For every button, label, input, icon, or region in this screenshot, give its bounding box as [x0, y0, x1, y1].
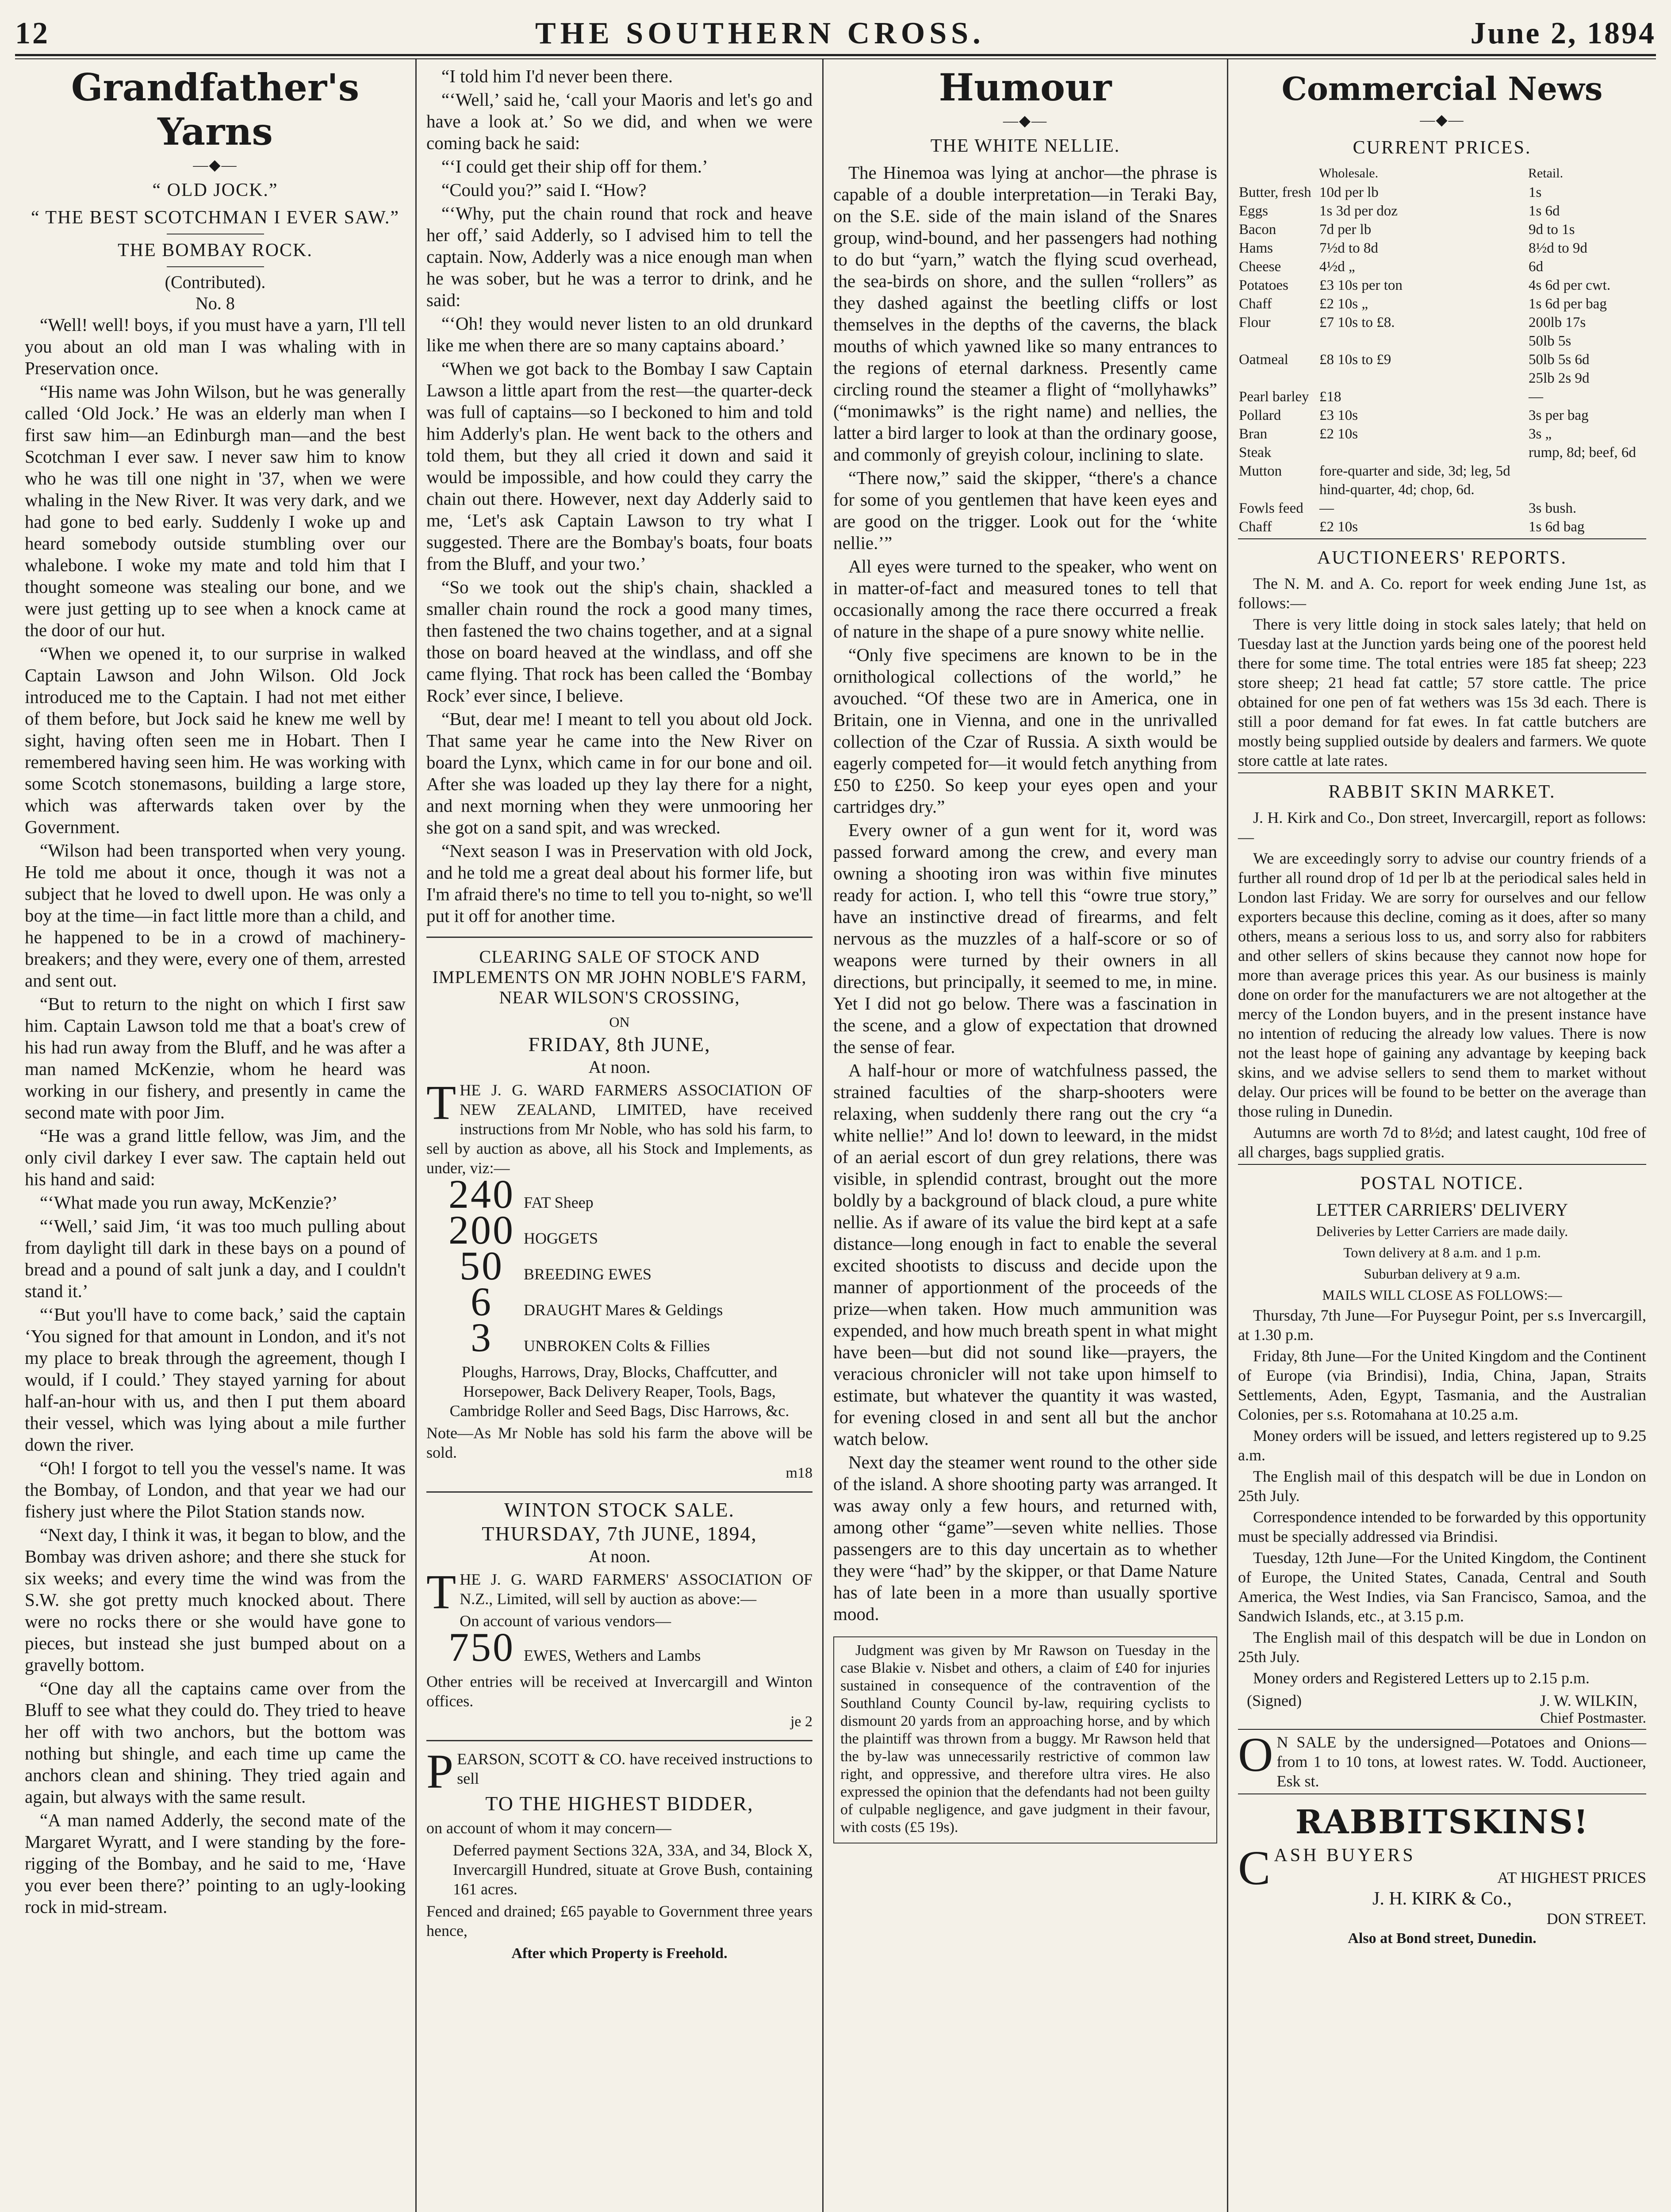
auctioneers-intro: The N. M. and A. Co. report for week ending June 1st, as follows:—: [1238, 575, 1646, 612]
price-wholesale: £2 10s: [1319, 519, 1358, 535]
price-wholesale: 7½d to 8d: [1319, 240, 1378, 256]
price-item: Chaff: [1239, 296, 1272, 312]
masthead-rule: [15, 54, 1656, 56]
price-row: [1238, 518, 1646, 536]
stock-line: [440, 1624, 813, 1670]
price-wholesale: 7d per lb: [1319, 222, 1372, 238]
price-item: Steak: [1239, 445, 1272, 461]
story-subtitle: THE BOMBAY ROCK.: [118, 240, 313, 261]
story-paragraph: “Wilson had been transported when very young. He told me about it once, though it was not a subject that he loved to dwell upon. He was only a boy at the time—in fact little more than a child, and he happened to be in a crowd of machinery-breakers; and they were, every one of them, arrested and sent out.: [25, 840, 406, 991]
price-item: Hams: [1239, 240, 1273, 256]
postal-paragraph: The English mail of this despatch will be due in London on 25th July.: [1238, 1467, 1646, 1505]
article-title: THE WHITE NELLIE.: [930, 136, 1120, 156]
stock-line: [440, 1279, 813, 1324]
advert-body-text: HE J. G. WARD FARMERS ASSOCIATION OF NEW ZEALAND, LIMITED, have received instructions from Mr Noble, who has sold his farm, to sell by auction as above, all his Stock and Implements, as under, viz:—: [426, 1081, 813, 1177]
price-row: [1238, 443, 1646, 462]
price-row: [1238, 425, 1646, 443]
story-paragraph: “‘Well,’ said Jim, ‘it was too much pulling about from daylight till dark in these bays on a pound of bread and a pound of salt junk a day, and I couldn't stand it.’: [25, 1216, 406, 1301]
price-retail: 1s 6d per bag: [1528, 296, 1607, 312]
advert-body: [426, 1075, 813, 1178]
story-title: “ OLD JOCK.”: [152, 180, 278, 200]
price-row: [1238, 202, 1646, 220]
price-retail: —: [1528, 389, 1543, 405]
story-paragraph: “‘Why, put the chain round that rock and heave her off,’ said Adderly, so I advised him to tell the captain. Now, Adderly was a nice enough man when he was sober, but he was a terror to drink, and he said:: [426, 203, 813, 310]
highest-prices: AT HIGHEST PRICES: [1497, 1869, 1646, 1886]
implements-list: Ploughs, Harrows, Dray, Blocks, Chaffcutter, and Horsepower, Back Delivery Reaper, Tools, Bags, Cambridge Roller and Seed Bags, Disc Harrows, &c.: [449, 1363, 790, 1420]
advert-bidder: TO THE HIGHEST BIDDER,: [485, 1792, 754, 1815]
price-item: Mutton: [1239, 463, 1282, 479]
price-item: Pearl barley: [1239, 389, 1309, 405]
rabbitskins-headline: RABBITSKINS!: [1295, 1803, 1589, 1841]
price-wholesale: £2 10s: [1319, 426, 1358, 442]
price-item: [1238, 369, 1318, 388]
price-item: Bacon: [1239, 222, 1276, 238]
price-wholesale: £7 10s to £8.: [1319, 315, 1395, 330]
price-retail: 200lb 17s: [1528, 315, 1586, 330]
price-rows: [1238, 183, 1646, 536]
advert-body-text: HE J. G. WARD FARMERS' ASSOCIATION OF N.Z., Limited, will sell by auction as above:—: [460, 1571, 813, 1608]
price-item: Fowls feed: [1239, 500, 1303, 516]
story-paragraph: “‘I could get their ship off for them.’: [441, 156, 708, 177]
stock-count: 200: [448, 1207, 515, 1252]
stock-count: 3: [471, 1315, 493, 1360]
price-retail: [1528, 462, 1646, 480]
judgment-text: Judgment was given by Mr Rawson on Tuesday in the case Blakie v. Nisbet and others, a claim of £40 for injuries sustained in consequence of the contravention of the Southland County Council by-law, requiring cyclists to dismount 20 yards from an approaching horse, and by which the plaintiff was thrown from a buggy. Mr Rawson held that the by-law was unnecessarily restrictive of common law right, and oppressive, and therefore ultra vires. He also expressed the opinion that the defendants had not been guilty of culpable negligence, and gave judgment in their favour, with costs (£5 19s).: [840, 1642, 1210, 1836]
price-wholesale: —: [1319, 500, 1334, 516]
divider: [1238, 538, 1646, 539]
story-paragraph: “Could you?” said I. “How?: [441, 180, 647, 200]
price-wholesale: £18: [1319, 389, 1341, 405]
cash-buyers-text: ASH BUYERS: [1274, 1845, 1416, 1866]
postal-paragraph: Money orders will be issued, and letters registered up to 9.25 a.m.: [1238, 1427, 1646, 1464]
price-wholesale: hind-quarter, 4d; chop, 6d.: [1319, 482, 1475, 498]
price-retail: [1528, 480, 1646, 499]
story-paragraph: “But to return to the night on which I first saw him. Captain Lawson told me that a boat's crew of his had run away from the Bluff, and he was after a man named McKenzie, whom he heard was working in our fishery, and presently in came the second mate with poor Jim.: [25, 994, 406, 1122]
story-number: No. 8: [195, 293, 235, 313]
price-item: Oatmeal: [1239, 352, 1288, 368]
advert-ref: je 2: [790, 1713, 813, 1730]
ornament-divider: —◆—: [1420, 112, 1464, 128]
advert-body: [426, 1744, 813, 1798]
newspaper-title: THE SOUTHERN CROSS.: [535, 16, 985, 50]
stock-label: BREEDING EWES: [524, 1265, 652, 1283]
price-retail: 50lb 5s 6d: [1528, 352, 1590, 368]
divider: [167, 266, 264, 267]
wholesale-header: Wholesale.: [1319, 166, 1379, 180]
advert-time: At noon.: [588, 1057, 651, 1077]
price-row: [1238, 220, 1646, 239]
price-table: [1238, 164, 1646, 536]
stock-count: 6: [471, 1279, 493, 1324]
postal-paragraph: Correspondence intended to be forwarded by this opportunity must be specially addressed via Brindisi.: [1238, 1508, 1646, 1545]
advert-account: on account of whom it may concern—: [426, 1819, 671, 1837]
potatoes-advert: [1238, 1728, 1646, 1791]
price-retail: 6d: [1528, 259, 1543, 275]
postal-paragraph: Friday, 8th June—For the United Kingdom and the Continent of Europe (via Brindisi), India, China, Japan, Straits Settlements, Aden, Egypt, Tasmania, and the Australian Colonies, per s.s. Rotomahana at 10.25 a.m.: [1238, 1347, 1646, 1423]
stock-label: UNBROKEN Colts & Fillies: [524, 1337, 710, 1355]
rabbit-market-intro: J. H. Kirk and Co., Don street, Invercargill, report as follows:—: [1238, 809, 1646, 846]
pearson-scott-advert: [426, 1740, 813, 1964]
postal-paragraph: Thursday, 7th June—For Puysegur Point, per s.s Invercargill, at 1.30 p.m.: [1238, 1306, 1646, 1344]
issue-date: June 2, 1894: [1470, 16, 1656, 50]
section-heading: Grandfather's Yarns: [71, 65, 360, 154]
price-item: Flour: [1239, 315, 1271, 330]
price-row: [1238, 462, 1646, 480]
retail-header: Retail.: [1528, 166, 1564, 180]
rabbit-market-title: RABBIT SKIN MARKET.: [1328, 782, 1556, 802]
postmaster-name: J. W. WILKIN,: [1540, 1692, 1637, 1709]
price-wholesale: [1318, 443, 1528, 462]
stock-label: HOGGETS: [524, 1229, 598, 1247]
price-row: [1238, 350, 1646, 369]
divider: [1238, 772, 1646, 773]
ornament-divider: —◆—: [1003, 113, 1048, 129]
story-paragraph: “I told him I'd never been there.: [441, 66, 673, 86]
advert-ref: m18: [786, 1465, 813, 1481]
price-retail: 4s 6d per cwt.: [1528, 277, 1611, 293]
story-paragraph: “Next day, I think it was, it began to blow, and the Bombay was driven ashore; and there she stuck for six weeks; and every time the wind was from the S.W. she got pretty much knocked about. There were no rocks there or she would have gone to pieces, but instead she just bumped about on a gravelly bottom.: [25, 1525, 406, 1675]
potatoes-advert-text: N SALE by the undersigned—Potatoes and Onions—from 1 to 10 tons, at lowest rates. W. Todd. Auctioneer, Esk st.: [1276, 1733, 1646, 1790]
story-paragraph: “Next season I was in Preservation with old Jock, and he told me a great deal about his former life, but I'm afraid there's no time to tell you to-night, so we'll put it off for another time.: [426, 841, 813, 926]
drop-cap: P: [426, 1744, 454, 1798]
prices-title: CURRENT PRICES.: [1353, 138, 1532, 158]
advert-body: [426, 1565, 813, 1619]
drop-cap: C: [1238, 1841, 1271, 1895]
article-paragraph: The Hinemoa was lying at anchor—the phrase is capable of a double interpretation—in Teraki Bay, on the S.E. side of the main island of the Snares group, wind-bound, and her passengers had nothing to do but “yarn,” watch the flying scud overhead, the sea-birds on shore, and the sullen “rollers” as they dashed against the beetling cliffs or lost themselves in the depths of the caverns, the black mouths of which yawned like so many entrances to the regions of eternal darkness. Presently came circling round the steamer a flight of “mollyhawks” (“monimawks” is the right name) and nellies, the latter a bird larger to look at than the ordinary goose, and commonly of greyish colour, inclining to slate.: [833, 162, 1217, 465]
postal-signature: [1247, 1691, 1637, 1710]
stock-count: 50: [460, 1243, 504, 1288]
postal-notice-title: POSTAL NOTICE.: [1360, 1173, 1524, 1194]
price-retail: 3s per bag: [1528, 407, 1589, 423]
advert-time: At noon.: [588, 1546, 651, 1566]
price-wholesale: fore-quarter and side, 3d; leg, 5d: [1319, 463, 1510, 479]
advert-sections: Deferred payment Sections 32A, 33A, and 34, Block X, Invercargill Hundred, situate at Grove Bush, containing 161 acres.: [453, 1841, 813, 1898]
price-wholesale: [1318, 332, 1528, 350]
postal-line: Deliveries by Letter Carriers are made daily.: [1316, 1223, 1568, 1239]
price-item: [1238, 480, 1318, 499]
story-paragraph: “He was a grand little fellow, was Jim, and the only civil darkey I ever saw. The captain held out his hand and said:: [25, 1125, 406, 1189]
price-wholesale: £2 10s „: [1319, 296, 1368, 312]
price-retail: 50lb 5s: [1528, 333, 1571, 349]
price-row: [1238, 499, 1646, 518]
signed-label: (Signed): [1247, 1692, 1302, 1709]
postal-line: Suburban delivery at 9 a.m.: [1364, 1266, 1521, 1282]
price-item: Pollard: [1239, 407, 1281, 423]
article-paragraph: Next day the steamer went round to the other side of the island. A shore shooting party was arranged. It was away only a few hours, and returned with, among other “game”—seven white nellies. Those passengers are to this day uncertain as to whether they were “had” by the skipper, or that Dame Nature has of late been in a more than usually sportive mood.: [833, 1452, 1217, 1624]
advert-body-text: EARSON, SCOTT & CO. have received instructions to sell: [457, 1750, 813, 1787]
judgment-notice: [833, 1636, 1217, 1843]
article-paragraph: “Only five specimens are known to be in the ornithological collections of the world,” he avouched. “Of these two are in America, one in Britain, one in Vienna, and one in the unrivalled collection of the Czar of Russia. A sixth would be eagerly competed for—it would fetch anything from £50 to £250. So keep your eyes open and your cartridges dry.”: [833, 645, 1217, 817]
story-paragraph: “One day all the captains came over from the Bluff to see what they could do. They tried to heave her off with two anchors, but the bottom was nothing but shingle, and each time up came the anchors clean and shining. They tried again and again, but always with the same result.: [25, 1678, 406, 1807]
advert-entries: Other entries will be received at Invercargill and Winton offices.: [426, 1673, 813, 1710]
drop-cap: T: [426, 1075, 456, 1129]
price-row: [1238, 369, 1646, 388]
stock-label: DRAUGHT Mares & Geldings: [524, 1301, 723, 1319]
article-paragraph: All eyes were turned to the speaker, who went on in matter-of-fact and measured tones to tell that occasionally among the race there occurred a freak of nature in the shape of a pure snowy white nellie.: [833, 556, 1217, 641]
auctioneers-body: There is very little doing in stock sales lately; that held on Tuesday last at the Junction yards being one of the poorest held there for some time. The total entries were 185 fat sheep; 223 store sheep; 21 head fat cattle; 57 store cattle. The price obtained for one pen of fat wethers was 15s 3d each. There is still a poor demand for fat ewes. In fat cattle butchers are mostly being supplied outside by dealers and farmers. We quote store cattle at late rates.: [1238, 615, 1646, 769]
price-wholesale: £3 10s per ton: [1319, 277, 1403, 293]
price-header-row: [1238, 164, 1646, 183]
stock-count: 240: [448, 1171, 515, 1217]
stock-line: [440, 1243, 813, 1288]
price-row: [1238, 313, 1646, 332]
article-paragraph: Every owner of a gun went for it, word was passed forward among the crew, and every man owning a shooting iron was within five minutes ready for action. I, who tell this “owre true story,” have an instinctive dread of firearms, and felt nervous as the muzzles of a half-score or so of weapons were turned by their owners in all directions, but principally, it seemed to me, in mine. Yet I did not go below. There was a fascination in the scene, and a glow of expectation that drowned the sense of fear.: [833, 820, 1217, 1057]
contributed-label: (Contributed).: [165, 272, 266, 292]
section-heading: Humour: [939, 65, 1112, 109]
price-wholesale: 4½d „: [1319, 259, 1355, 275]
postal-paragraph: The English mail of this despatch will be due in London on 25th July.: [1238, 1628, 1646, 1666]
price-retail: 8½d to 9d: [1528, 240, 1587, 256]
price-row: [1238, 183, 1646, 202]
page-number: 12: [15, 16, 50, 50]
postmaster-role: Chief Postmaster.: [1540, 1710, 1646, 1726]
article-paragraph: A half-hour or more of watchfulness passed, the strained faculties of the sharp-shooters were relaxing, when suddenly there rang out the cry “a white nellie!” And lo! down to leeward, in the midst of an aerial escort of dun grey relations, there was visible, in splendid contrast, brought out the more boldly by a background of black cloud, a pure white nellie. As if aware of its value the bird kept at a safe distance—long enough in fact to enable the several excited shootists to discuss and decide upon the manner of apportionment of the proceeds of the prize—when taken. How much ammunition was expended, and how much breath spent in what might have been—but did not sound like—prayers, the veracious chronicler will not take upon himself to estimate, but whatever the quantity it was wasted, for evening closed in and sent all but the anchor watch below.: [833, 1060, 1217, 1449]
price-wholesale: 10d per lb: [1319, 184, 1379, 200]
price-item: Eggs: [1239, 203, 1268, 219]
section-heading: Commercial News: [1281, 70, 1603, 108]
price-row: [1238, 332, 1646, 350]
postal-line: Town delivery at 8 a.m. and 1 p.m.: [1343, 1244, 1541, 1260]
price-item: [1238, 332, 1318, 350]
price-item: Butter, fresh: [1239, 184, 1311, 200]
price-item: Potatoes: [1239, 277, 1288, 293]
price-retail: 1s 6d: [1528, 203, 1560, 219]
advert-on: ON: [609, 1014, 630, 1030]
advert-fenced: Fenced and drained; £65 payable to Government three years hence,: [426, 1902, 813, 1939]
price-retail: 9d to 1s: [1528, 222, 1575, 238]
story-paragraph: “‘What made you run away, McKenzie?’: [40, 1192, 338, 1213]
advert-vendors: On account of various vendors—: [460, 1612, 671, 1630]
postal-paragraph: Tuesday, 12th June—For the United Kingdom, the Continent of Europe, the United States, Canada, Central and South America, the West Indies, via San Francisco, Samoa, and the Sandwich Islands, etc., at 3.15 p.m.: [1238, 1549, 1646, 1625]
divider: [1238, 1164, 1646, 1165]
rabbit-market-body: Autumns are worth 7d to 8½d; and latest caught, 10d free of all charges, bags supplied gratis.: [1238, 1124, 1646, 1161]
stock-label: EWES, Wethers and Lambs: [524, 1647, 701, 1664]
column-story-continued-and-ads: [415, 59, 822, 2212]
price-row: [1238, 480, 1646, 499]
stock-count: 750: [448, 1624, 515, 1670]
story-epigraph: “ THE BEST SCOTCHMAN I EVER SAW.”: [31, 207, 400, 228]
price-retail: 3s bush.: [1528, 500, 1577, 516]
advert-date: FRIDAY, 8th JUNE,: [528, 1033, 711, 1056]
story-paragraph: “But, dear me! I meant to tell you about old Jock. That same year he came into the New River on board the Lynx, which came in for our bone and oil. After she was loaded up they lay there for a night, and next morning when they were unmooring her she got on a sand spit, and was wrecked.: [426, 709, 813, 837]
postal-paragraph: Money orders and Registered Letters up to 2.15 p.m.: [1253, 1669, 1590, 1687]
auctioneers-title: AUCTIONEERS' REPORTS.: [1317, 548, 1568, 568]
story-paragraph: “When we opened it, to our surprise in walked Captain Lawson and John Wilson. Old Jock introduced me to the Captain. I had not met either of them before, but Jock said he knew me well by sight, having often seen me in Hobart. Then I remembered having seen him. He was working with some Scotch stonemasons, building a large store, which was afterwards taken over by the Government.: [25, 643, 406, 837]
price-row: [1238, 388, 1646, 406]
postal-line: MAILS WILL CLOSE AS FOLLOWS:—: [1322, 1287, 1562, 1303]
price-retail: 3s „: [1528, 426, 1552, 442]
ornament-divider: —◆—: [193, 157, 238, 173]
story-paragraph: “‘Oh! they would never listen to an old drunkard like me when there are so many captains aboard.’: [426, 313, 813, 355]
masthead: [15, 9, 1656, 51]
drop-cap: O: [1238, 1728, 1273, 1782]
divider: [1238, 1793, 1646, 1794]
price-row: [1238, 406, 1646, 425]
stock-line: [440, 1315, 813, 1360]
clearing-sale-advert: [426, 937, 813, 1482]
firm-name: J. H. KIRK & Co.,: [1372, 1889, 1512, 1909]
story-paragraph: “When we got back to the Bombay I saw Captain Lawson a little apart from the rest—the quarter-deck was full of captains—so I beckoned to him and told him Adderly's plan. He went back to the others and told them, but they all cried it down and said it would be impossible, and how could they carry the chain out there. However, next day Adderly said to me, ‘Let's ask Captain Lawson to try what I suggested. There are the Bombay's boats, four boats from the Bluff, and your two.’: [426, 358, 813, 574]
price-item: Bran: [1239, 426, 1268, 442]
column-commercial-news: [1227, 59, 1656, 2212]
price-retail: 25lb 2s 9d: [1528, 370, 1590, 386]
column-humour: [822, 59, 1227, 2212]
advert-heading: WINTON STOCK SALE.: [504, 1498, 735, 1521]
columns: [15, 59, 1656, 2212]
price-retail: rump, 8d; beef, 6d: [1528, 445, 1636, 461]
firm-street: DON STREET.: [1546, 1910, 1646, 1928]
story-paragraph: “His name was John Wilson, but he was generally called ‘Old Jock.’ He was an elderly man when I first saw him—an Edinburgh man—and the best Scotchman I ever saw. I never saw him to know who he was till one night in '37, when we were whaling in the New River. It was very dark, and we had gone to bed early. Suddenly I woke up and heard somebody outside stumbling over our whalebone. I woke my mate and told him that I thought someone was stealing our bone, and we were just getting up to see when a knock came at the door of our hut.: [25, 381, 406, 640]
story-paragraph: “So we took out the ship's chain, shackled a smaller chain round the rock a good many times, then fastened the two chains together, and at a signal those on board heaved at the windlass, and off she came flying. That rock has been called the ‘Bombay Rock’ ever since, I believe.: [426, 577, 813, 706]
stock-label: FAT Sheep: [524, 1194, 594, 1211]
advert-after: After which Property is Freehold.: [511, 1945, 728, 1962]
price-item: Cheese: [1239, 259, 1281, 275]
winton-sale-advert: [426, 1491, 813, 1730]
price-wholesale: 1s 3d per doz: [1319, 203, 1398, 219]
drop-cap: T: [426, 1565, 456, 1619]
divider: [1238, 1729, 1646, 1730]
advert-heading: CLEARING SALE OF STOCK AND IMPLEMENTS ON MR JOHN NOBLE'S FARM, NEAR WILSON'S CROSSING,: [432, 947, 807, 1007]
price-item: Chaff: [1239, 519, 1272, 535]
story-paragraph: “‘Well,’ said he, ‘call your Maoris and let's go and have a look at.’ So we did, and when we were coming back he said:: [426, 89, 813, 153]
price-row: [1238, 295, 1646, 313]
price-row: [1238, 276, 1646, 295]
price-row: [1238, 239, 1646, 257]
price-retail: 1s 6d bag: [1528, 519, 1585, 535]
article-paragraph: “There now,” said the skipper, “there's a chance for some of you gentlemen that have keen eyes and are good on the trigger. Look out for the ‘white nellie.’”: [833, 468, 1217, 553]
story-paragraph: “Well! well! boys, if you must have a yarn, I'll tell you about an old man I was whaling with in Preservation once.: [25, 315, 406, 378]
column-grandfathers-yarns: [15, 59, 415, 2212]
advert-note: Note—As Mr Noble has sold his farm the above will be sold.: [426, 1424, 813, 1461]
price-retail: 1s: [1528, 184, 1542, 200]
story-paragraph: “Oh! I forgot to tell you the vessel's name. It was the Bombay, of London, and that year we had our fishery just where the Pilot Station stands now.: [25, 1458, 406, 1521]
price-row: [1238, 257, 1646, 276]
firm-branch: Also at Bond street, Dunedin.: [1348, 1930, 1537, 1947]
rabbit-market-body: We are exceedingly sorry to advise our country friends of a further all round drop of 1d per lb at the periodical sales held in London last Friday. We are sorry for ourselves and our fellow exporters because this decline, coming as it does, after so many others, means a serious loss to us, and sorry also for rabbiters and other sellers of skins because they cannot now hope for more than average prices this year. As our business is mainly done on order for the manufacturers we are not altogether at the mercy of the London buyers, and in the present instance have no intention of reducing the already low values. There is now not the least hope of gaining any advantage by keeping back skins, and we advise sellers to send them to market without delay. Our prices will be found to be better on the average than those ruling in Dunedin.: [1238, 849, 1646, 1120]
story-paragraph: “‘But you'll have to come back,’ said the captain ‘You signed for that amount in London, and it's not my place to break through the agreement, though I would, if I could.’ They stayed yarning for about half-an-hour with us, and then I put them aboard their vessel, which was lying about a mile further down the river.: [25, 1304, 406, 1455]
price-wholesale: [1318, 369, 1528, 388]
price-wholesale: £3 10s: [1319, 407, 1358, 423]
price-wholesale: £8 10s to £9: [1319, 352, 1391, 368]
advert-date: THURSDAY, 7th JUNE, 1894,: [482, 1522, 757, 1545]
story-paragraph: “A man named Adderly, the second mate of the Margaret Wyratt, and I were standing by the fore-rigging of the Bombay, and he said to me, ‘Have you ever been there?’ pointing to an ugly-looking rock in mid-stream.: [25, 1810, 406, 1917]
postal-subtitle: LETTER CARRIERS' DELIVERY: [1316, 1200, 1568, 1220]
